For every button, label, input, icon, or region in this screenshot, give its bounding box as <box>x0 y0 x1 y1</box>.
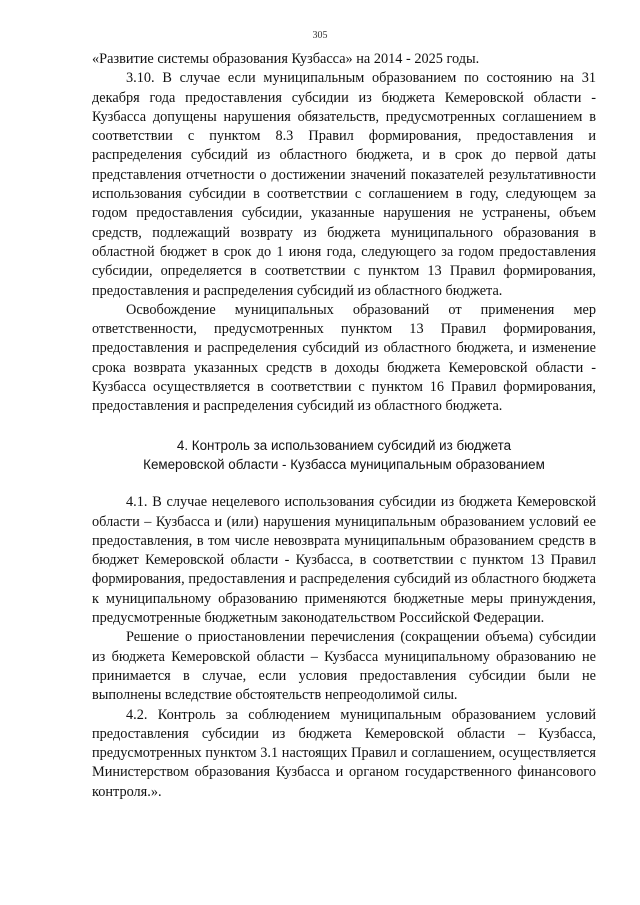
paragraph-3-10: 3.10. В случае если муниципальным образованием по состоянию на 31 декабря года предоставления субсидии из бюджета Кемеровской области - Кузбасса допущены нарушения обязательств, предусмотренных соглашением в соответствии с пунктом 8.3 Правил формирования, предоставления и распределения субсидий из областного бюджета, и в срок до первой даты представления отчетности о достижении значений показателей результативности использования субсидии в соответствии с соглашением в году, следующем за годом предоставления субсидии, указанные нарушения не устранены, объем средств, подлежащий возврату из бюджета муниципального образования в областной бюджет в срок до 1 июня года, следующего за годом предоставления субсидии, определяется в соответствии с пунктом 13 Правил формирования, предоставления и распределения субсидий из областного бюджета. <box>92 70 596 299</box>
section-heading-line-1: 4. Контроль за использованием субсидий из бюджета <box>176 437 512 453</box>
paragraph-exemption: Освобождение муниципальных образований от применения мер ответственности, предусмотренных пунктом 13 Правил формирования, предоставления и распределения субсидий из областного бюджета, и изменение срока возврата указанных средств в доходы бюджета Кемеровской области - Кузбасса осуществляется в соответствии с пунктом 16 Правил формирования, предоставления и распределения субсидий из областного бюджета. <box>92 301 596 415</box>
section-heading-line-2: Кемеровской области - Кузбасса муниципальным образованием <box>143 456 545 472</box>
paragraph-suspension-decision: Решение о приостановлении перечисления (сокращении объема) субсидии из бюджета Кемеровской области – Кузбасса муниципальному образованию не принимается в случае, если условия предоставления субсидии были не выполнены вследствие обстоятельств непреодолимой силы. <box>92 629 596 704</box>
paragraph-4-1: 4.1. В случае нецелевого использования субсидии из бюджета Кемеровской области – Кузбасса и (или) нарушения муниципальным образованием условий ее предоставления, в том числе невозврата муниципальным образованием средств в бюджет Кемеровской области - Кузбасса, в соответствии с пунктом 13 Правил формирования, предоставления и распределения субсидий из областного бюджета к муниципальному образованию применяются бюджетные меры принуждения, предусмотренные бюджетным законодательством Российской Федерации. <box>92 494 596 627</box>
paragraph-4-2: 4.2. Контроль за соблюдением муниципальным образованием условий предоставления субсидии из бюджета Кемеровской области – Кузбасса, предусмотренных пунктом 3.1 настоящих Правил и соглашением, осуществляется Министерством образования Кузбасса и органом государственного финансового контроля.». <box>92 706 596 800</box>
section-heading <box>92 436 596 475</box>
document-body <box>92 50 596 802</box>
page-number: 305 <box>312 30 328 41</box>
paragraph-program-name: «Развитие системы образования Кузбасса» на 2014 - 2025 годы. <box>92 51 480 67</box>
